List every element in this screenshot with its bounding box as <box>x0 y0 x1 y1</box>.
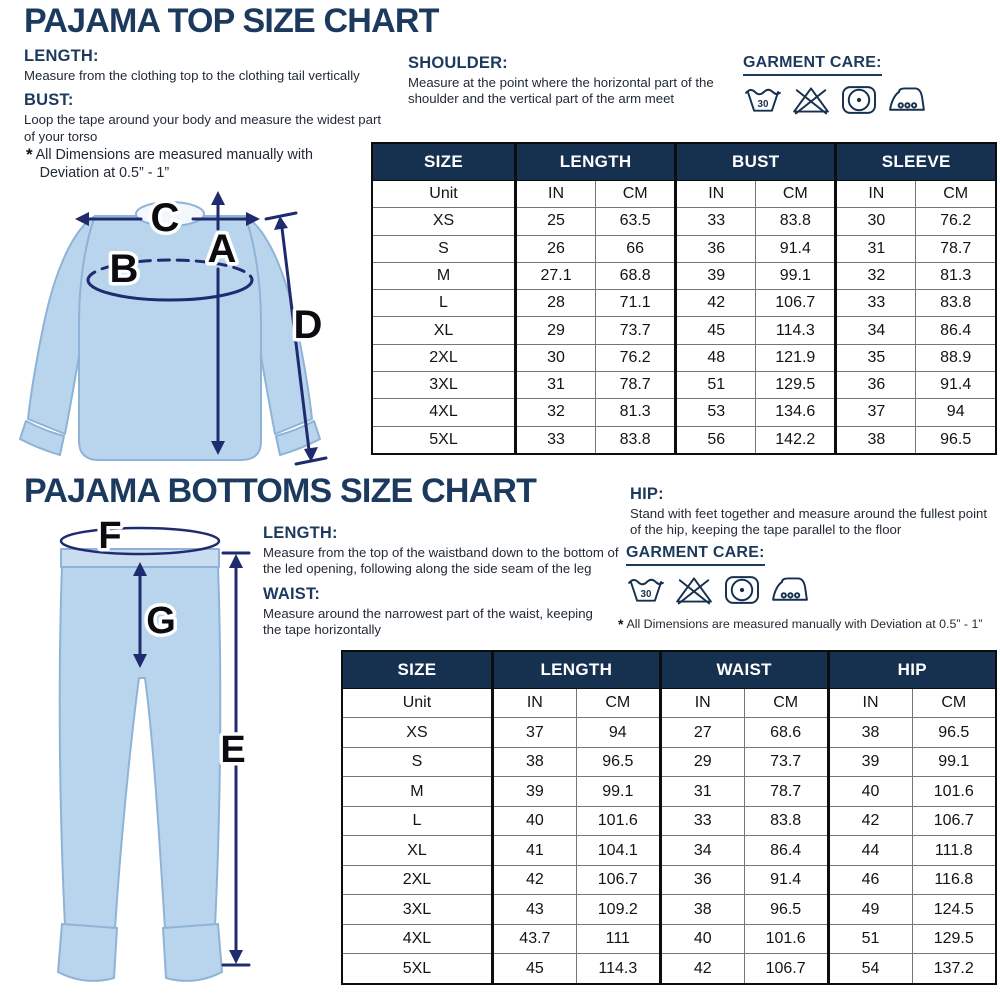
pajama-top-illustration <box>5 183 360 473</box>
shoulder-guide-body: Measure at the point where the horizontal part of the shoulder and the vertical part of the arm meet <box>408 75 714 107</box>
value-cell: 40 <box>492 806 576 835</box>
value-cell: 51 <box>676 371 756 398</box>
value-cell: 66 <box>596 235 676 262</box>
value-cell: 42 <box>660 954 744 984</box>
value-cell: 106.7 <box>756 290 836 317</box>
row-label: XL <box>372 317 516 344</box>
size-row-S <box>372 235 996 262</box>
waist-guide-heading: WAIST: <box>263 584 321 603</box>
value-cell: 142.2 <box>756 426 836 454</box>
value-cell: 91.4 <box>756 235 836 262</box>
row-label: 5XL <box>372 426 516 454</box>
value-cell: 99.1 <box>576 777 660 806</box>
value-cell: 32 <box>516 399 596 426</box>
value-cell: 45 <box>676 317 756 344</box>
value-cell: 99.1 <box>912 747 996 776</box>
value-cell: 114.3 <box>576 954 660 984</box>
value-cell: IN <box>516 181 596 208</box>
do-not-bleach-icon <box>791 84 831 116</box>
note-star-2: * <box>618 616 624 632</box>
bottom-dimension-note <box>618 617 998 633</box>
value-cell: 29 <box>516 317 596 344</box>
unit-row <box>372 181 996 208</box>
value-cell: 101.6 <box>912 777 996 806</box>
value-cell: 53 <box>676 399 756 426</box>
measure-label-e: E <box>220 729 246 771</box>
size-row-2XL <box>372 344 996 371</box>
bottoms-length-guide-heading: LENGTH: <box>263 524 338 542</box>
size-row-M <box>372 262 996 289</box>
measure-label-g: G <box>146 600 176 642</box>
row-label: S <box>372 235 516 262</box>
value-cell: 39 <box>828 747 912 776</box>
value-cell: 36 <box>660 865 744 894</box>
value-cell: 56 <box>676 426 756 454</box>
value-cell: 81.3 <box>916 262 996 289</box>
measure-label-f: F <box>98 520 122 557</box>
value-cell: 137.2 <box>912 954 996 984</box>
value-cell: 76.2 <box>916 208 996 235</box>
row-label: S <box>342 747 492 776</box>
size-row-3XL <box>342 895 996 924</box>
value-cell: 114.3 <box>756 317 836 344</box>
row-label: XS <box>342 718 492 747</box>
value-cell: 35 <box>836 344 916 371</box>
garment-care-heading-2: GARMENT CARE: <box>626 544 765 566</box>
value-cell: 96.5 <box>576 747 660 776</box>
value-cell: 49 <box>828 895 912 924</box>
value-cell: 38 <box>836 426 916 454</box>
do-not-bleach-icon <box>674 574 714 606</box>
value-cell: 106.7 <box>576 865 660 894</box>
row-label: L <box>342 806 492 835</box>
measure-label-b: B <box>109 247 139 291</box>
header-size: SIZE <box>372 143 516 181</box>
length-guide-heading: LENGTH: <box>24 47 99 65</box>
value-cell: CM <box>576 689 660 718</box>
garment-care-heading: GARMENT CARE: <box>743 54 882 76</box>
note-line-1: All Dimensions are measured manually with <box>35 147 313 163</box>
header-length: LENGTH <box>516 143 676 181</box>
value-cell: 134.6 <box>756 399 836 426</box>
row-label: 3XL <box>372 371 516 398</box>
value-cell: 26 <box>516 235 596 262</box>
value-cell: 86.4 <box>744 836 828 865</box>
wash-30-icon <box>743 84 783 116</box>
value-cell: 101.6 <box>576 806 660 835</box>
value-cell: 42 <box>492 865 576 894</box>
value-cell: 121.9 <box>756 344 836 371</box>
waist-guide-body: Measure around the narrowest part of the waist, keeping the tape horizontally <box>263 605 593 638</box>
value-cell: 129.5 <box>912 924 996 953</box>
value-cell: 81.3 <box>596 399 676 426</box>
pajama-bottoms-title: PAJAMA BOTTOMS SIZE CHART <box>24 472 537 510</box>
header-size: SIZE <box>342 651 492 689</box>
value-cell: CM <box>916 181 996 208</box>
value-cell: 43 <box>492 895 576 924</box>
row-label: M <box>372 262 516 289</box>
row-label: 4XL <box>342 924 492 953</box>
value-cell: 71.1 <box>596 290 676 317</box>
size-row-L <box>342 806 996 835</box>
iron-icon <box>887 84 927 116</box>
value-cell: 54 <box>828 954 912 984</box>
measure-label-a: A <box>207 227 237 271</box>
wash-temp-label: 30 <box>757 99 769 111</box>
value-cell: 37 <box>492 718 576 747</box>
value-cell: 33 <box>676 208 756 235</box>
shoulder-guide <box>408 54 742 115</box>
size-row-XL <box>372 317 996 344</box>
bust-guide-body: Loop the tape around your body and measure the widest part of your torso <box>24 112 382 144</box>
header-sleeve: SLEEVE <box>836 143 996 181</box>
value-cell: IN <box>660 689 744 718</box>
shoulder-guide-heading: SHOULDER: <box>408 54 508 72</box>
size-row-4XL <box>372 399 996 426</box>
pajama-top-drawing <box>20 202 320 460</box>
row-label: M <box>342 777 492 806</box>
table-header-row <box>342 651 996 689</box>
hip-guide-heading: HIP: <box>630 485 664 503</box>
value-cell: 34 <box>836 317 916 344</box>
value-cell: 38 <box>828 718 912 747</box>
note-line: All Dimensions are measured manually with Deviation at 0.5” - 1” <box>626 617 983 631</box>
value-cell: 68.6 <box>744 718 828 747</box>
hip-guide-body: Stand with feet together and measure around the fullest point of the hip, keeping the tape parallel to the floor <box>630 506 988 538</box>
size-row-5XL <box>342 954 996 984</box>
row-label: XL <box>342 836 492 865</box>
value-cell: 78.7 <box>596 371 676 398</box>
value-cell: 27 <box>660 718 744 747</box>
row-label: Unit <box>342 689 492 718</box>
row-label: XS <box>372 208 516 235</box>
row-label: 2XL <box>342 865 492 894</box>
value-cell: 76.2 <box>596 344 676 371</box>
note-line-2: Deviation at 0.5” - 1” <box>39 165 170 181</box>
value-cell: 78.7 <box>744 777 828 806</box>
value-cell: IN <box>828 689 912 718</box>
header-waist: WAIST <box>660 651 828 689</box>
size-table <box>341 650 997 985</box>
iron-icon <box>770 574 810 606</box>
value-cell: 94 <box>916 399 996 426</box>
value-cell: 28 <box>516 290 596 317</box>
value-cell: 32 <box>836 262 916 289</box>
value-cell: 42 <box>676 290 756 317</box>
bottoms-length-guide-body: Measure from the top of the waistband down to the bottom of the led opening, following along the side seam of the leg <box>263 545 619 577</box>
value-cell: 33 <box>516 426 596 454</box>
value-cell: 68.8 <box>596 262 676 289</box>
value-cell: 99.1 <box>756 262 836 289</box>
value-cell: 40 <box>660 924 744 953</box>
row-label: 2XL <box>372 344 516 371</box>
size-row-XS <box>372 208 996 235</box>
garment-care-top <box>743 54 993 116</box>
value-cell: 31 <box>516 371 596 398</box>
wash-30-icon <box>626 574 666 606</box>
bust-guide-heading: BUST: <box>24 91 74 110</box>
tumble-dry-icon <box>839 84 879 116</box>
value-cell: 44 <box>828 836 912 865</box>
value-cell: 88.9 <box>916 344 996 371</box>
header-bust: BUST <box>676 143 836 181</box>
value-cell: 34 <box>660 836 744 865</box>
value-cell: 73.7 <box>744 747 828 776</box>
value-cell: IN <box>492 689 576 718</box>
measure-label-d: D <box>293 303 323 347</box>
value-cell: 129.5 <box>756 371 836 398</box>
value-cell: 83.8 <box>756 208 836 235</box>
pajama-top-size-table <box>371 142 997 455</box>
bottoms-mid-guides <box>263 524 635 645</box>
value-cell: 39 <box>676 262 756 289</box>
header-hip: HIP <box>828 651 996 689</box>
hip-guide <box>630 485 992 546</box>
size-row-S <box>342 747 996 776</box>
value-cell: 106.7 <box>744 954 828 984</box>
value-cell: 38 <box>660 895 744 924</box>
measure-label-c: C <box>150 196 180 240</box>
value-cell: 31 <box>836 235 916 262</box>
value-cell: 25 <box>516 208 596 235</box>
value-cell: 96.5 <box>744 895 828 924</box>
row-label: 5XL <box>342 954 492 984</box>
pajama-bottoms-illustration <box>8 520 258 990</box>
size-row-XL <box>342 836 996 865</box>
value-cell: 29 <box>660 747 744 776</box>
pajama-bottoms-size-table <box>341 650 997 985</box>
row-label: 3XL <box>342 895 492 924</box>
value-cell: 39 <box>492 777 576 806</box>
size-row-M <box>342 777 996 806</box>
size-row-XS <box>342 718 996 747</box>
value-cell: 109.2 <box>576 895 660 924</box>
value-cell: 78.7 <box>916 235 996 262</box>
value-cell: 33 <box>660 806 744 835</box>
value-cell: 46 <box>828 865 912 894</box>
wash-temp-label: 30 <box>640 589 652 601</box>
value-cell: 104.1 <box>576 836 660 865</box>
row-label: 4XL <box>372 399 516 426</box>
table-header-row <box>372 143 996 181</box>
value-cell: 111.8 <box>912 836 996 865</box>
top-left-guides <box>24 47 392 152</box>
value-cell: 96.5 <box>916 426 996 454</box>
value-cell: 106.7 <box>912 806 996 835</box>
row-label: Unit <box>372 181 516 208</box>
value-cell: 45 <box>492 954 576 984</box>
value-cell: 33 <box>836 290 916 317</box>
value-cell: IN <box>676 181 756 208</box>
pajama-top-title: PAJAMA TOP SIZE CHART <box>24 2 439 40</box>
value-cell: 30 <box>836 208 916 235</box>
value-cell: CM <box>596 181 676 208</box>
value-cell: 83.8 <box>596 426 676 454</box>
value-cell: 38 <box>492 747 576 776</box>
value-cell: 91.4 <box>916 371 996 398</box>
value-cell: 51 <box>828 924 912 953</box>
size-table <box>371 142 997 455</box>
value-cell: 116.8 <box>912 865 996 894</box>
value-cell: 86.4 <box>916 317 996 344</box>
value-cell: 73.7 <box>596 317 676 344</box>
pajama-bottoms-section-header <box>24 474 536 508</box>
size-row-4XL <box>342 924 996 953</box>
value-cell: 40 <box>828 777 912 806</box>
value-cell: CM <box>912 689 996 718</box>
value-cell: 37 <box>836 399 916 426</box>
value-cell: 94 <box>576 718 660 747</box>
size-row-2XL <box>342 865 996 894</box>
value-cell: CM <box>756 181 836 208</box>
length-guide-body: Measure from the clothing top to the clothing tail vertically <box>24 68 360 83</box>
value-cell: 101.6 <box>744 924 828 953</box>
value-cell: 30 <box>516 344 596 371</box>
value-cell: 83.8 <box>916 290 996 317</box>
value-cell: IN <box>836 181 916 208</box>
value-cell: 96.5 <box>912 718 996 747</box>
value-cell: 36 <box>676 235 756 262</box>
pajama-top-section-header <box>24 4 439 38</box>
value-cell: 111 <box>576 924 660 953</box>
row-label: L <box>372 290 516 317</box>
value-cell: 27.1 <box>516 262 596 289</box>
garment-care-icons <box>743 84 993 116</box>
value-cell: 43.7 <box>492 924 576 953</box>
value-cell: 48 <box>676 344 756 371</box>
value-cell: 91.4 <box>744 865 828 894</box>
value-cell: 83.8 <box>744 806 828 835</box>
unit-row <box>342 689 996 718</box>
top-dimension-note <box>26 146 378 182</box>
size-row-5XL <box>372 426 996 454</box>
value-cell: 41 <box>492 836 576 865</box>
garment-care-icons-2 <box>626 574 876 606</box>
value-cell: 36 <box>836 371 916 398</box>
value-cell: 124.5 <box>912 895 996 924</box>
size-row-3XL <box>372 371 996 398</box>
note-star: * <box>26 145 33 164</box>
value-cell: 63.5 <box>596 208 676 235</box>
value-cell: 42 <box>828 806 912 835</box>
size-row-L <box>372 290 996 317</box>
garment-care-bottom <box>626 544 876 606</box>
value-cell: 31 <box>660 777 744 806</box>
tumble-dry-icon <box>722 574 762 606</box>
value-cell: CM <box>744 689 828 718</box>
header-length: LENGTH <box>492 651 660 689</box>
